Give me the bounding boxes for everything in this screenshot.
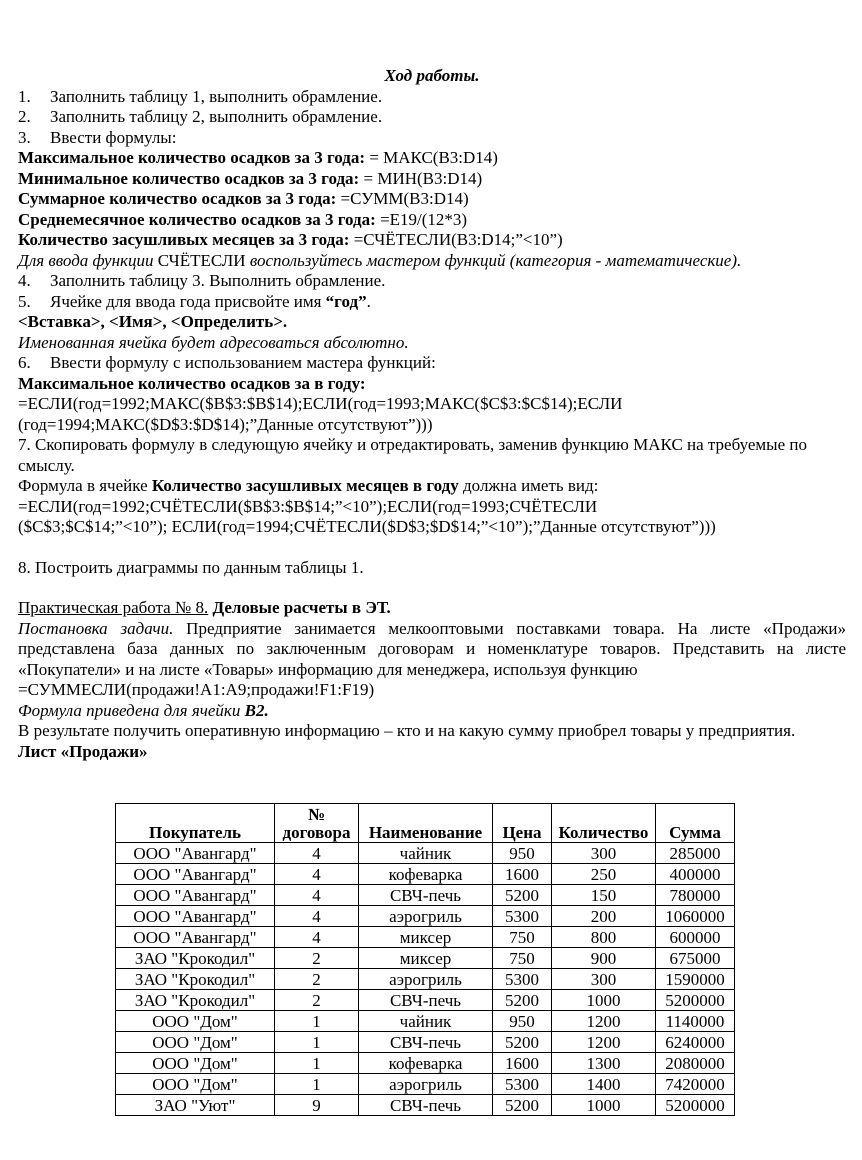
cell-sum: 6240000 [656, 1032, 735, 1053]
cell-price: 5300 [493, 906, 552, 927]
sumif-formula: =СУММЕСЛИ(продажи!A1:A9;продажи!F1:F19) [18, 680, 375, 699]
cell-qty: 900 [552, 948, 656, 969]
cell-buyer: ООО "Авангард" [116, 906, 275, 927]
header-name: Наименование [359, 804, 493, 843]
header-buyer: Покупатель [116, 804, 275, 843]
cell-qty: 1200 [552, 1032, 656, 1053]
cell-sum: 5200000 [656, 1095, 735, 1116]
cell-contract: 2 [275, 969, 359, 990]
cell-qty: 800 [552, 927, 656, 948]
page-title: Ход работы. [384, 66, 480, 85]
cell-contract: 4 [275, 885, 359, 906]
step-1: 1. Заполнить таблицу 1, выполнить обрамление. [18, 86, 383, 106]
cell-buyer: ЗАО "Крокодил" [116, 990, 275, 1011]
count-formula-2: ($C$3;$C$14;”<10”); ЕСЛИ(год=1994;СЧЁТЕСЛИ($D$3;$D$14;”<10”);”Данные отсутствуют”))) [18, 517, 716, 536]
cell-sum: 7420000 [656, 1074, 735, 1095]
max-year-label: Максимальное количество осадков за в году: [18, 373, 366, 393]
table-row [116, 990, 735, 1011]
cell-contract: 4 [275, 843, 359, 864]
table-row [116, 906, 735, 927]
cell-name: кофеварка [359, 864, 493, 885]
cell-price: 750 [493, 927, 552, 948]
cell-price: 5300 [493, 1074, 552, 1095]
step-6: 6. Ввести формулу с использованием мастера функций: [18, 353, 436, 372]
formula-dry: Количество засушливых месяцев за 3 года: =СЧЁТЕСЛИ(B3:D14;”<10”) [18, 230, 563, 249]
cell-sum: 5200000 [656, 990, 735, 1011]
max-year-formula-2: (год=1994;МАКС($D$3:$D$14);”Данные отсутствуют”))) [18, 414, 433, 434]
cell-contract: 4 [275, 927, 359, 948]
cell-contract: 2 [275, 948, 359, 969]
header-contract: № договора [275, 804, 359, 843]
cell-sum: 600000 [656, 927, 735, 948]
formula-sum: Суммарное количество осадков за 3 года: =СУММ(B3:D14) [18, 189, 469, 208]
cell-price: 1600 [493, 1053, 552, 1074]
sales-table-body [116, 843, 735, 1116]
table-row [116, 1011, 735, 1032]
cell-qty: 300 [552, 843, 656, 864]
cell-price: 5300 [493, 969, 552, 990]
cell-name: СВЧ-печь [359, 990, 493, 1011]
table-row [116, 1095, 735, 1116]
cell-name: чайник [359, 843, 493, 864]
cell-sum: 285000 [656, 843, 735, 864]
cell-buyer: ООО "Дом" [116, 1074, 275, 1095]
formula-cell-note: Формула в ячейке Количество засушливых месяцев в году должна иметь вид: [18, 476, 599, 495]
hint-countif: Для ввода функции СЧЁТЕСЛИ воспользуйтесь мастером функций (категория - математические). [18, 250, 742, 270]
formula-cell-ref: Формула приведена для ячейки B2. [18, 700, 269, 720]
cell-contract: 4 [275, 864, 359, 885]
task-statement: Постановка задачи. Предприятие занимается мелкооптовыми поставками товара. На листе «Продажи» представлена база данных по заключенным договорам и номенклатуре товаров. Представить на листе «Покупатели» и на листе «Товары» информацию для менеджера, используя функцию [18, 618, 846, 679]
cell-price: 5200 [493, 885, 552, 906]
cell-name: аэрогриль [359, 969, 493, 990]
header-price: Цена [493, 804, 552, 843]
cell-sum: 1590000 [656, 969, 735, 990]
cell-qty: 1200 [552, 1011, 656, 1032]
max-year-formula-1: =ЕСЛИ(год=1992;МАКС($B$3:$B$14);ЕСЛИ(год=1993;МАКС($C$3:$C$14);ЕСЛИ [18, 394, 623, 413]
table-row [116, 948, 735, 969]
cell-buyer: ООО "Дом" [116, 1011, 275, 1032]
menu-path: <Вставка>, <Имя>, <Определить>. [18, 312, 288, 331]
table-header-row [116, 804, 735, 843]
cell-buyer: ООО "Авангард" [116, 843, 275, 864]
hint-named-cell: Именованная ячейка будет адресоваться абсолютно. [18, 332, 409, 352]
header-sum: Сумма [656, 804, 735, 843]
cell-qty: 250 [552, 864, 656, 885]
cell-price: 5200 [493, 1095, 552, 1116]
table-row [116, 1032, 735, 1053]
cell-price: 750 [493, 948, 552, 969]
cell-name: миксер [359, 948, 493, 969]
cell-name: миксер [359, 927, 493, 948]
cell-qty: 1000 [552, 990, 656, 1011]
formula-max: Максимальное количество осадков за 3 года: = МАКС(B3:D14) [18, 148, 498, 167]
cell-sum: 400000 [656, 864, 735, 885]
cell-name: СВЧ-печь [359, 885, 493, 906]
cell-sum: 780000 [656, 885, 735, 906]
cell-buyer: ООО "Дом" [116, 1053, 275, 1074]
sales-table [115, 803, 735, 1116]
cell-buyer: ЗАО "Крокодил" [116, 969, 275, 990]
cell-contract: 9 [275, 1095, 359, 1116]
cell-contract: 1 [275, 1032, 359, 1053]
table-row [116, 843, 735, 864]
step-8: 8. Построить диаграммы по данным таблицы 1. [18, 557, 364, 577]
practice-heading: Практическая работа № 8. Деловые расчеты в ЭТ. [18, 598, 391, 617]
cell-contract: 4 [275, 906, 359, 927]
cell-contract: 2 [275, 990, 359, 1011]
sheet-label: Лист «Продажи» [18, 741, 148, 761]
cell-buyer: ООО "Авангард" [116, 864, 275, 885]
step-7: 7. Скопировать формулу в следующую ячейку и отредактировать, заменив функцию МАКС на требуемые по смыслу. [18, 435, 807, 475]
cell-price: 1600 [493, 864, 552, 885]
cell-buyer: ООО "Авангард" [116, 885, 275, 906]
table-row [116, 969, 735, 990]
table-row [116, 927, 735, 948]
step-4: 4. Заполнить таблицу 3. Выполнить обрамление. [18, 271, 386, 290]
cell-name: СВЧ-печь [359, 1095, 493, 1116]
formula-min: Минимальное количество осадков за 3 года: = МИН(B3:D14) [18, 168, 483, 188]
cell-name: СВЧ-печь [359, 1032, 493, 1053]
cell-contract: 1 [275, 1011, 359, 1032]
cell-sum: 1140000 [656, 1011, 735, 1032]
cell-name: чайник [359, 1011, 493, 1032]
cell-name: кофеварка [359, 1053, 493, 1074]
cell-sum: 675000 [656, 948, 735, 969]
cell-qty: 300 [552, 969, 656, 990]
table-row [116, 885, 735, 906]
cell-sum: 2080000 [656, 1053, 735, 1074]
cell-buyer: ЗАО "Уют" [116, 1095, 275, 1116]
formula-avg: Среднемесячное количество осадков за 3 года: =E19/(12*3) [18, 209, 468, 229]
cell-price: 950 [493, 1011, 552, 1032]
document-page [18, 66, 846, 762]
header-qty: Количество [552, 804, 656, 843]
cell-qty: 1000 [552, 1095, 656, 1116]
cell-qty: 200 [552, 906, 656, 927]
step-2: 2. Заполнить таблицу 2, выполнить обрамление. [18, 107, 383, 126]
cell-name: аэрогриль [359, 906, 493, 927]
cell-qty: 1400 [552, 1074, 656, 1095]
cell-buyer: ООО "Дом" [116, 1032, 275, 1053]
table-row [116, 1053, 735, 1074]
cell-qty: 1300 [552, 1053, 656, 1074]
cell-price: 5200 [493, 1032, 552, 1053]
cell-sum: 1060000 [656, 906, 735, 927]
cell-price: 950 [493, 843, 552, 864]
step-5: 5. Ячейке для ввода года присвойте имя “год”. [18, 291, 371, 311]
result-text: В результате получить оперативную информацию – кто и на какую сумму приобрел товары у предприятия. [18, 721, 796, 740]
count-formula-1: =ЕСЛИ(год=1992;СЧЁТЕСЛИ($B$3:$B$14;”<10”);ЕСЛИ(год=1993;СЧЁТЕСЛИ [18, 496, 598, 516]
table-row [116, 1074, 735, 1095]
cell-name: аэрогриль [359, 1074, 493, 1095]
cell-buyer: ООО "Авангард" [116, 927, 275, 948]
cell-contract: 1 [275, 1053, 359, 1074]
table-row [116, 864, 735, 885]
cell-qty: 150 [552, 885, 656, 906]
step-3: 3. Ввести формулы: [18, 127, 177, 147]
cell-contract: 1 [275, 1074, 359, 1095]
cell-price: 5200 [493, 990, 552, 1011]
cell-buyer: ЗАО "Крокодил" [116, 948, 275, 969]
